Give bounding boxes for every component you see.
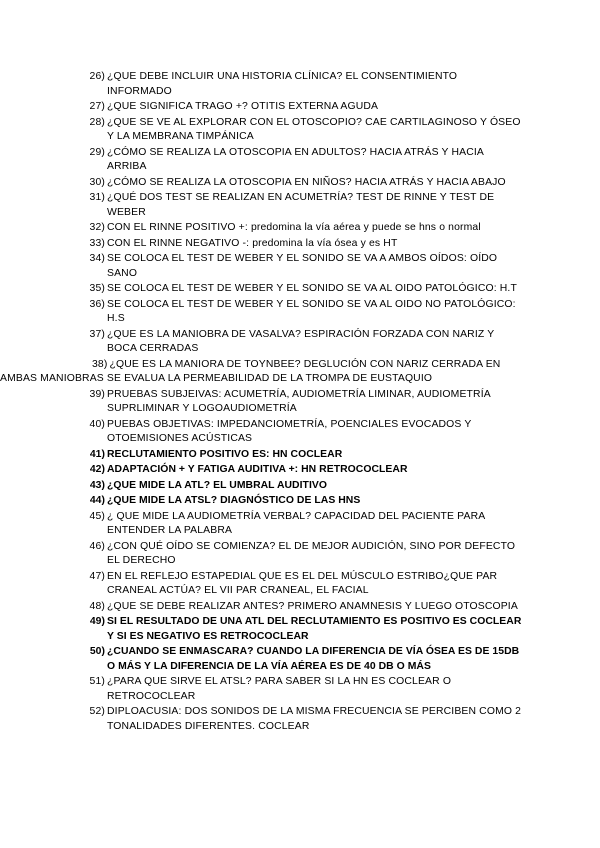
list-item [72, 191, 522, 220]
list-item [72, 221, 522, 236]
item-text: RECLUTAMIENTO POSITIVO ES: HN COCLEAR [107, 448, 343, 460]
list-item [72, 600, 522, 615]
item-text: CON EL RINNE NEGATIVO -: predomina la vía ósea y es HT [107, 237, 398, 249]
item-text: PRUEBAS SUBJEIVAS: ACUMETRÍA, AUDIOMETRÍA LIMINAR, AUDIOMETRÍA SUPRLIMINAR Y LOGOAUDIOMETRÍA [107, 388, 491, 414]
item-text: ¿QUE ES LA MANIOBRA DE VASALVA? ESPIRACIÓN FORZADA CON NARIZ Y BOCA CERRADAS [107, 328, 495, 354]
list-item [72, 237, 522, 252]
item-text: ¿CUANDO SE ENMASCARA? CUANDO LA DIFERENCIA DE VÍA ÓSEA ES DE 15DB O MÁS Y LA DIFERENCIA DE LA VÍA AÉREA ES DE 40 DB O MÁS [107, 646, 520, 672]
item-text: ¿QUE DEBE INCLUIR UNA HISTORIA CLÍNICA? EL CONSENTIMIENTO INFORMADO [107, 71, 458, 97]
item-number: 32) [89, 222, 105, 233]
item-text: ¿QUE ES LA MANIORA DE TOYNBEE? DEGLUCIÓN CON NARIZ CERRADA EN AMBAS MANIOBRAS SE EVALUA LA PERMEABILIDAD DE LA TROMPA DE EUSTAQUIO [0, 358, 501, 384]
item-text: ¿QUE MIDE LA ATL? EL UMBRAL AUDITIVO [107, 479, 327, 491]
list-item [72, 615, 522, 644]
item-number: 43) [89, 479, 105, 491]
item-number: 49) [89, 616, 105, 627]
list-item [72, 645, 522, 674]
item-number: 27) [89, 101, 105, 112]
item-number: 45) [89, 510, 105, 522]
list-item [72, 448, 522, 463]
item-number: 52) [89, 706, 105, 717]
item-number: 28) [89, 116, 105, 128]
item-number: 48) [89, 600, 105, 612]
item-text: SE COLOCA EL TEST DE WEBER Y EL SONIDO SE VA AL OIDO PATOLÓGICO: H.T [107, 283, 517, 294]
item-number: 26) [89, 71, 105, 82]
list-item [72, 252, 522, 281]
list-item [72, 176, 522, 191]
question-list [0, 70, 522, 735]
item-text: ¿QUE SE VE AL EXPLORAR CON EL OTOSCOPIO? CAE CARTILAGINOSO Y ÓSEO Y LA MEMBRANA TIMPÁNICA [107, 116, 521, 142]
list-item [72, 116, 522, 145]
list-item [72, 675, 522, 704]
item-number: 29) [89, 146, 105, 158]
item-number: 51) [89, 676, 105, 687]
item-number: 41) [89, 448, 105, 460]
item-number: 50) [89, 646, 105, 657]
list-item [72, 418, 522, 447]
item-number: 44) [89, 495, 105, 506]
list-item [72, 705, 522, 734]
item-text: ¿CÓMO SE REALIZA LA OTOSCOPIA EN ADULTOS? HACIA ATRÁS Y HACIA ARRIBA [107, 146, 484, 172]
list-item [72, 463, 522, 478]
item-text: SE COLOCA EL TEST DE WEBER Y EL SONIDO SE VA AL OIDO NO PATOLÓGICO: H.S [107, 298, 516, 324]
item-text: ¿QUE MIDE LA ATSL? DIAGNÓSTICO DE LAS HNS [107, 495, 361, 506]
item-number: 39) [89, 388, 105, 400]
list-item [0, 358, 522, 387]
list-item [72, 328, 522, 357]
item-number: 34) [89, 253, 105, 264]
item-text: ADAPTACIÓN + Y FATIGA AUDITIVA +: HN RETROCOCLEAR [107, 464, 408, 475]
list-item [72, 100, 522, 115]
item-text: ¿QUE SIGNIFICA TRAGO +? OTITIS EXTERNA AGUDA [107, 101, 379, 112]
item-number: 37) [89, 328, 105, 340]
item-number: 31) [89, 192, 105, 203]
item-number: 40) [89, 418, 105, 430]
item-text: ¿ QUE MIDE LA AUDIOMETRÍA VERBAL? CAPACIDAD DEL PACIENTE PARA ENTENDER LA PALABRA [107, 510, 485, 536]
list-item [72, 540, 522, 569]
item-text: DIPLOACUSIA: DOS SONIDOS DE LA MISMA FRECUENCIA SE PERCIBEN COMO 2 TONALIDADES DIFERENTES. COCLEAR [107, 706, 522, 732]
item-text: ¿CÓMO SE REALIZA LA OTOSCOPIA EN NIÑOS? HACIA ATRÁS Y HACIA ABAJO [107, 176, 506, 188]
item-text: ¿QUE SE DEBE REALIZAR ANTES? PRIMERO ANAMNESIS Y LUEGO OTOSCOPIA [107, 600, 518, 612]
item-number: 33) [89, 237, 105, 249]
item-text: ¿QUÉ DOS TEST SE REALIZAN EN ACUMETRÍA? TEST DE RINNE Y TEST DE WEBER [107, 192, 495, 218]
item-number: 35) [89, 283, 105, 294]
item-number: 36) [89, 298, 105, 310]
list-item [72, 298, 522, 327]
list-item [72, 570, 522, 599]
list-item [72, 282, 522, 297]
item-text: SI EL RESULTADO DE UNA ATL DEL RECLUTAMIENTO ES POSITIVO ES COCLEAR Y SI ES NEGATIVO ES RETROCOCLEAR [107, 616, 522, 642]
item-number: 38) [92, 358, 108, 370]
list-item [72, 70, 522, 99]
list-item [72, 494, 522, 509]
item-text: PUEBAS OBJETIVAS: IMPEDANCIOMETRÍA, POENCIALES EVOCADOS Y OTOEMISIONES ACÚSTICAS [107, 418, 472, 444]
item-text: EN EL REFLEJO ESTAPEDIAL QUE ES EL DEL MÚSCULO ESTRIBO¿QUE PAR CRANEAL ACTÚA? EL VII PAR CRANEAL, EL FACIAL [107, 570, 498, 596]
item-number: 30) [89, 176, 105, 188]
list-item [72, 146, 522, 175]
list-item [72, 479, 522, 494]
item-text: ¿CON QUÉ OÍDO SE COMIENZA? EL DE MEJOR AUDICIÓN, SINO POR DEFECTO EL DERECHO [107, 540, 516, 566]
item-text: ¿PARA QUE SIRVE EL ATSL? PARA SABER SI LA HN ES COCLEAR O RETROCOCLEAR [107, 676, 452, 702]
item-number: 47) [89, 570, 105, 582]
list-item [72, 388, 522, 417]
list-item [72, 510, 522, 539]
item-text: CON EL RINNE POSITIVO +: predomina la vía aérea y puede se hns o normal [107, 222, 481, 233]
item-text: SE COLOCA EL TEST DE WEBER Y EL SONIDO SE VA A AMBOS OÍDOS: OÍDO SANO [107, 253, 498, 279]
item-number: 46) [89, 540, 105, 552]
item-number: 42) [89, 464, 105, 475]
